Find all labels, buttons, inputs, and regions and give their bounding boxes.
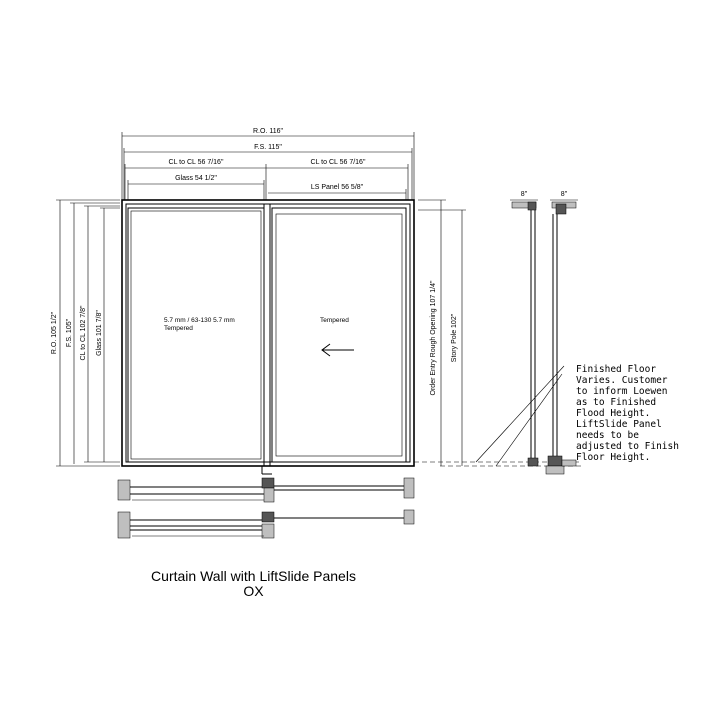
note-line: Floor Height. xyxy=(576,452,651,463)
vertical-dimensions-left xyxy=(51,200,120,466)
note-line: Flood Height. xyxy=(576,408,651,419)
note-line: as to Finished xyxy=(576,397,657,408)
note-line: needs to be xyxy=(576,430,639,441)
dim-fs-height: F.S. 105" xyxy=(66,318,73,348)
fixed-glass-panel xyxy=(128,208,264,462)
finished-floor-note xyxy=(576,364,679,463)
dim-fs-width: F.S. 115" xyxy=(254,144,282,151)
glass-tempered-right: Tempered xyxy=(320,317,349,324)
plan-view-closed xyxy=(118,478,414,502)
liftslide-panel xyxy=(272,208,406,462)
dim-ro-width: R.O. 116" xyxy=(253,128,283,135)
dim-story-pole: Story Pole 102" xyxy=(451,313,458,363)
dim-rough-opening: Order Entry Rough Opening 107 1/4" xyxy=(430,280,437,396)
dim-glass-width: Glass 54 1/2" xyxy=(175,175,217,182)
plan-view-open xyxy=(118,510,414,538)
horizontal-dimensions xyxy=(122,128,414,200)
section-detail-right xyxy=(546,191,578,474)
note-line: to inform Loewen xyxy=(576,386,668,397)
dim-ls-panel-width: LS Panel 56 5/8" xyxy=(310,184,364,191)
section-detail-left xyxy=(510,191,538,466)
dim-cl-right: CL to CL 56 7/16" xyxy=(310,159,366,166)
vertical-dimensions-right xyxy=(418,200,466,466)
slide-direction-arrow-icon xyxy=(322,344,354,356)
elevation-frame xyxy=(122,200,414,474)
dim-cl-height: CL to CL 102 7/8" xyxy=(80,305,87,361)
glass-spec-label: 5.7 mm / 63-130 5.7 mm xyxy=(164,317,235,324)
drawing-subtitle: OX xyxy=(243,583,264,599)
dim-section-right: 8" xyxy=(560,191,568,198)
drawing-title: Curtain Wall with LiftSlide Panels xyxy=(151,568,356,584)
note-line: Finished Floor xyxy=(576,364,657,375)
note-line: Varies. Customer xyxy=(576,375,668,386)
dim-glass-height: Glass 101 7/8" xyxy=(96,310,103,356)
dim-section-left: 8" xyxy=(520,191,528,198)
note-line: adjusted to Finish xyxy=(576,441,679,452)
dim-cl-left: CL to CL 56 7/16" xyxy=(168,159,224,166)
glass-tempered-left: Tempered xyxy=(164,325,193,332)
note-line: LiftSlide Panel xyxy=(576,419,662,430)
dim-ro-height: R.O. 105 1/2" xyxy=(51,311,58,355)
